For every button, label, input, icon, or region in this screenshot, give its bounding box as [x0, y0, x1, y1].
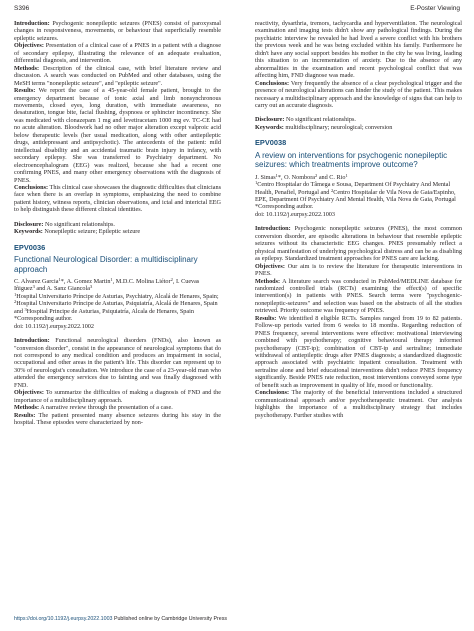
- abstract2-introduction: Introduction: Functional neurological disorders (FNDs), also known as "conversion disorder", consist in the appearance of neurological symptoms that do not correspond to any medical condition and produces an impairment in social, occupational and other areas in the patient's life. This disorder can represent up to 30% of neurologist's consultation. We introduce the case of a 23-year-old man who attended the emergency services due to fainting and was finally diagnosed with FND.: [14, 337, 221, 389]
- abstract3-methods: Methods: A literature search was conducted in PubMed/MEDLINE database for randomized controlled trials (RCTs) examining the effect(s) of specific intervention(s) in patients with PNES. Search terms were "psychogenic-nonepileptic-seizures" and selection was based on the abstracts of all the studies retrieved. Priority outcome was frequency of PNES.: [255, 277, 462, 315]
- abstract-code: EPV0036: [14, 242, 46, 252]
- abstract2-disclosure: Disclosure: No significant relationships.: [255, 116, 356, 124]
- footer-text: Published online by Cambridge University Press: [112, 616, 227, 622]
- abstract-affiliations: $^1$Hospital Universitario Príncipe de Asturias, Psychiatry, Alcalá de Henares, Spain; $^2$Hospital Universitario Príncipe de Asturias, Psiquiatría, Alcalá de Henares, Spain and $^3$Hospital Principe de Asturias, Psiquiatría, Alcala de Henares, Spain: [14, 291, 219, 315]
- abstract2-results-continued: reactivity, dysarthria, tremors, tachycardia and hyperventilation. The neurological examination and imaging tests didn't show any pathological findings. During the psychiatric interview he revealed he had lived a severe conflict with his brothers the previous week and he was being excluded within his family. Furthermore he didn't have any social support besides his mother in the city he was living, leading this situation to an incrementation of anxiety. Due to the absence of any abnormalities in the examination and recent psychological conflict that was affecting him, FND diagnose was made.: [255, 20, 462, 80]
- abstract1-disclosure: Disclosure: No significant relationships.: [14, 220, 115, 228]
- doi[interactable]: doi: 10.1192/j.eurpsy.2022.1002: [14, 322, 94, 330]
- abstract1-objectives: Objectives: Presentation of a clinical case of a PNES in a patient with a diagnose of secondary epilepsy, illustrating the relevance of an adequate evaluation, differential diagnosis, and intervention.: [14, 42, 221, 65]
- running-head: E-Poster Viewing: [410, 5, 460, 12]
- left-column: [14, 20, 221, 427]
- abstract-authors: C. Alvarez Garcia$^1$*, A. Gomez Martin$^1$, M.D.C. Molina Liétor$^2$, I. Cuevas Iñiguez$^3$ and A. Sanz Giancola$^3$: [14, 276, 200, 293]
- right-column: [255, 20, 462, 419]
- footer-doi-link[interactable]: https://doi.org/10.1192/j.eurpsy.2022.1003: [14, 616, 113, 622]
- abstract-code: EPV0038: [255, 138, 287, 148]
- abstract1-methods: Methods: Description of the clinical case, with brief literature review and discussion. A search was conducted on PubMed and other databases, using the MeSH terms "nonepileptic seizure", and "epileptic seizure".: [14, 64, 221, 87]
- abstract-authors: J. Simas$^1$*, O. Nombora$^2$ and C. Rio$^1$: [255, 172, 348, 181]
- abstract3-objectives: Objectives: Our aim is to review the literature for therapeutic interventions in PNES.: [255, 262, 462, 278]
- abstract-affiliations: $^1$Centro Hospitalar do Tâmega e Sousa, Department Of Psychiatry And Mental Health, Penafiel, Portugal and $^2$Centro Hospitalar de Vila Nova de Gaia/Espinho, EPE, Department Of Psychiatry And Mental Health, Vila Nova de Gaia, Portugal: [255, 180, 456, 203]
- abstract3-results: Results: We identified 8 eligible RCTs. Samples ranged from 19 to 82 patients. Follow-up periods varied from 6 weeks to 18 months. Regarding reduction of PNES frequency, several interventions were effective: motivational interviewing combined with psychotherapy; cognitive behavioural therapy informed psychotherapy (CBT-ip); combination of CBT-ip and sertraline; immediate withdrawal of antiepileptic drugs after PNES diagnosis; a standardized diagnostic approach associated with psychiatric inpatient consultation. Treatment with sertraline alone and brief educational interventions didn't reduce PNES frequency significantly. Beside PNES rate reduction, most interventions conveyed some type of benefit such as improvement in quality of life, mood or functionality.: [255, 314, 462, 389]
- abstract2-conclusions: Conclusions: Very frequently the absence of a clear psychological trigger and the presence of neurological alterations can hinder the study of the patient. This makes necessary a multidisciplinary approach and the knowledge of signs that can help to carry out an accurate diagnosis.: [255, 79, 462, 109]
- abstract3-conclusions: Conclusions: The majority of the beneficial interventions included a structured communicational approach and/or psychotherapeutic treatment. Our analysis highlights the importance of a multidisciplinary strategy that includes psychotherapy. Further studies with: [255, 389, 462, 419]
- abstract2-keywords: Keywords: multidisciplinary; neurological; conversion: [255, 123, 393, 131]
- abstract2-methods: Methods: A narrative review through the presentation of a case.: [14, 404, 173, 412]
- doi[interactable]: doi: 10.1192/j.eurpsy.2022.1003: [255, 210, 335, 218]
- abstract1-introduction: Introduction: Psychogenic nonepileptic seizures (PNES) consist of paroxysmal changes in responsiveness, movements, or behaviour that superficially resemble epileptic seizures.: [14, 20, 221, 42]
- abstract1-results: Results: We report the case of a 45-year-old female patient, brought to the emergency department because of tonic axial and limb nonsynchronous movements, closed eyes, long duration, with immediate awareness, no desaturation, tongue bite, facial flushing, dyspnoea or sphincter incontinency. She was medicated with clonazepam 1 mg and levetiracetam 1000 mg ev. TC-CE had no acute alteration. Bloodwork had no other major alteration except valproic acid below therapeutic levels (her usual medication, along with other antiepileptic drugs, antidepressant and antipsychotic). The antecedents of the patient: mild intellectual disability and an accidental traumatic brain injury in infancy, with secondary epilepsy. She was transferred to Psychiatry department. No electroencephalogram (EEG) was realized, because she had a recent one confirming PNES, and many other emergency observations with the diagnosis of PNES.: [14, 87, 221, 184]
- corresponding-author: *Corresponding author.: [255, 203, 314, 211]
- page-number: S396: [14, 5, 30, 12]
- abstract1-conclusions: Conclusions: This clinical case showcases the diagnostic difficulties that clinicians face when there is an overlap in symptoms, emphasizing the need to combine patient history, witness reports, clinician observations, and ictal and interictal EEG to help distinguish these different clinical identities.: [14, 183, 221, 214]
- corresponding-author: *Corresponding author.: [14, 315, 73, 323]
- abstract-title: A review on interventions for psychogenic nonepileptic seizures: which treatments improve outcome?: [255, 150, 448, 170]
- abstract3-introduction: Introduction: Psychogenic nonepileptic seizures (PNES), the most common conversion disorder, are episodic alterations in behaviour that resemble epileptic seizures without its characteristic EEG changes. PNES presumably reflect a physical manifestation of underlying psychological distress and can be as disabling as epilepsy. Standardized treatment approaches for PNES care are lacking.: [255, 225, 462, 263]
- abstract-title: Functional Neurological Disorder: a multidisciplinary approach: [14, 255, 198, 274]
- footer: [14, 616, 227, 622]
- abstract1-keywords: Keywords: Nonepileptic seizure; Epileptic seizure: [14, 228, 141, 236]
- abstract2-results: Results: The patient presented many absence seizures during his stay in the hospital. These episodes were characterized by non-: [14, 411, 221, 427]
- abstract2-objectives: Objectives: To summarize the difficulties of making a diagnosis of FND and the importance of a multidisciplinary approach.: [14, 389, 221, 404]
